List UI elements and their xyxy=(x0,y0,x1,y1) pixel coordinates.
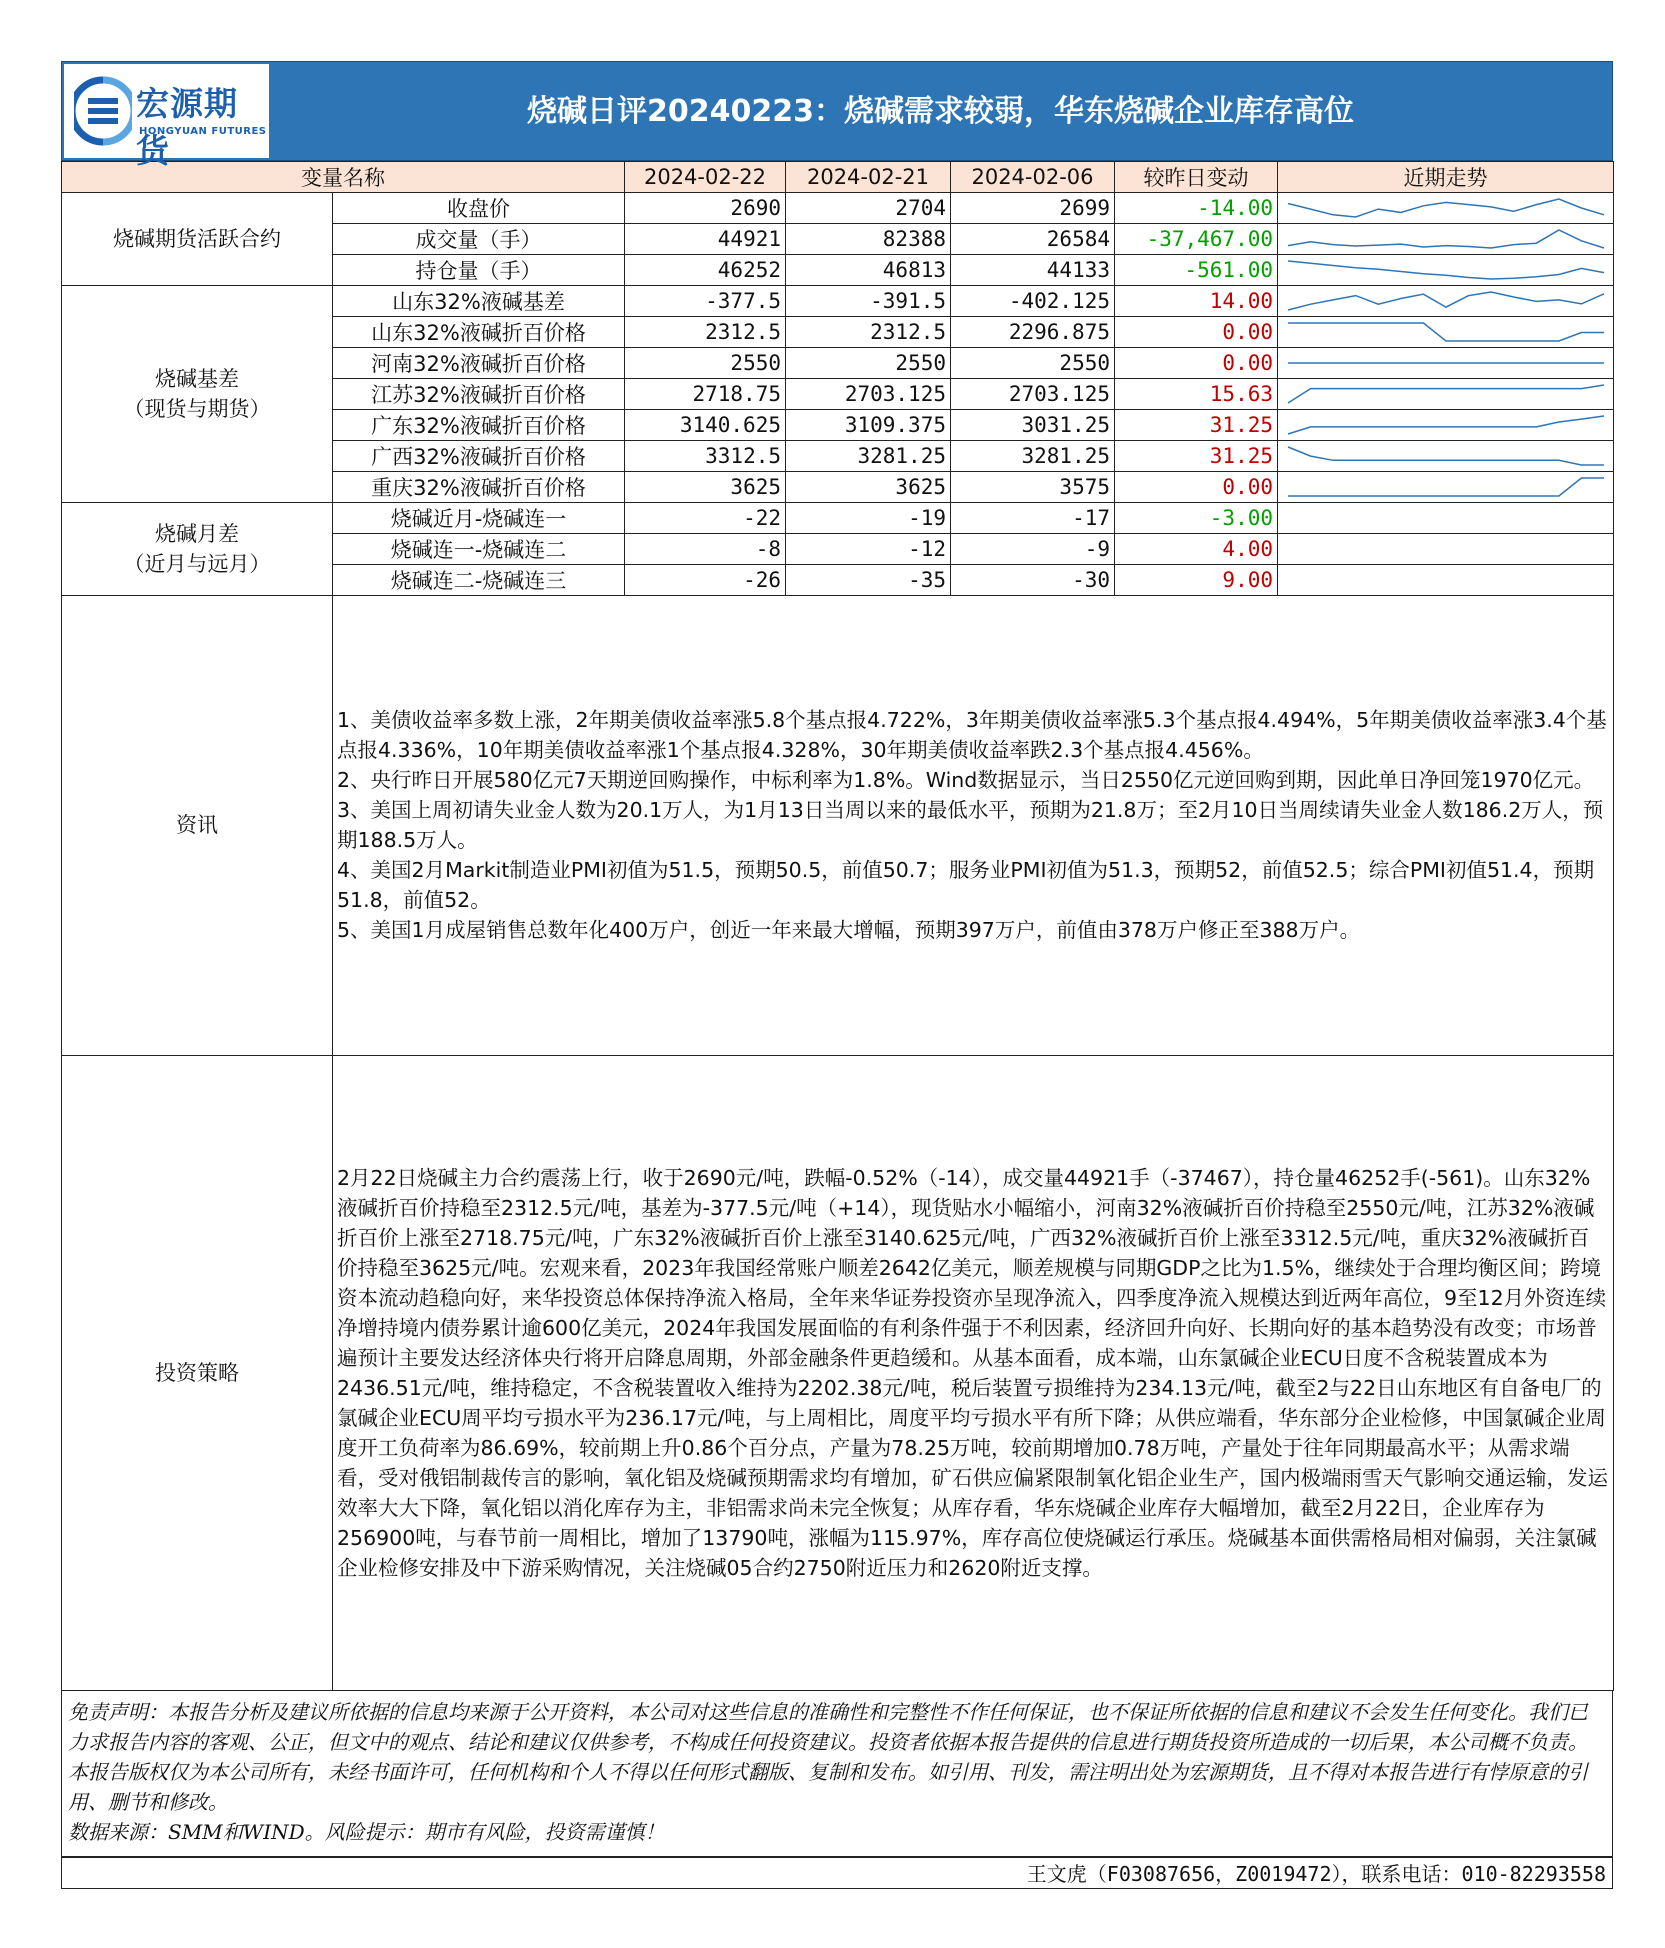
report-header xyxy=(61,61,1613,170)
table-row xyxy=(62,286,1614,317)
variable-name: 烧碱连一-烧碱连二 xyxy=(333,534,625,565)
table-row xyxy=(62,193,1614,224)
variable-name: 山东32%液碱折百价格 xyxy=(333,317,625,348)
group-label xyxy=(62,193,333,286)
column-header-date3: 2024-02-06 xyxy=(951,162,1115,193)
value-date3: 2296.875 xyxy=(951,317,1115,348)
daily-change: 14.00 xyxy=(1115,286,1278,317)
trend-line xyxy=(1288,261,1604,279)
group-label xyxy=(62,503,333,596)
disclaimer-text: 免责声明：本报告分析及建议所依据的信息均来源于公开资料，本公司对这些信息的准确性和完整性不作任何保证，也不保证所依据的信息和建议不会发生任何变化。我们已力求报告内容的客观、公正，但文中的观点、结论和建议仅供参考，不构成任何投资建议。投资者依据本报告提供的信息进行期货投资所造成的一切后果，本公司概不负责。本报告版权仅为本公司所有，未经书面许可，任何机构和个人不得以任何形式翻版、复制和发布。如引用、刊发，需注明出处为宏源期货，且不得对本报告进行有悖原意的引用、删节和修改。 xyxy=(68,1699,1588,1814)
group-label-sub: （现货与期货） xyxy=(123,397,271,421)
strategy-label: 投资策略 xyxy=(62,1055,333,1690)
table-row xyxy=(62,503,1614,534)
value-date1: 44921 xyxy=(625,224,786,255)
value-date2: 2312.5 xyxy=(786,317,951,348)
strategy-content: 2月22日烧碱主力合约震荡上行，收于2690元/吨，跌幅-0.52%（-14），成交量44921手（-37467），持仓量46252手(-561)。山东32%液碱折百价持稳至2312.5元/吨，基差为-377.5元/吨（+14），现货贴水小幅缩小，河南32%液碱折百价持稳至2550元/吨，江苏32%液碱折百价上涨至2718.75元/吨，广东32%液碱折百价上涨至3140.625元/吨，广西32%液碱折百价上涨至3312.5元/吨，重庆32%液碱折百价持稳至3625元/吨。宏观来看，2023年我国经常账户顺差2642亿美元，顺差规模与同期GDP之比为1.5%，继续处于合理均衡区间；跨境资本流动趋稳向好，来华投资总体保持净流入格局，全年来华证券投资亦呈现净流入，四季度净流入规模达到近两年高位，9至12月外资连续净增持境内债券累计逾600亿美元，2024年我国发展面临的有利条件强于不利因素，经济回升向好、长期向好的基本趋势没有改变；市场普遍预计主要发达经济体央行将开启降息周期，外部金融条件更趋缓和。从基本面看，成本端，山东氯碱企业ECU日度不含税装置成本为2436.51元/吨，维持稳定，不含税装置收入维持为2202.38元/吨，税后装置亏损维持为234.13元/吨，截至2与22日山东地区有自备电厂的氯碱企业ECU周平均亏损水平为236.17元/吨，与上周相比，周度平均亏损水平有所下降；从供应端看，华东部分企业检修，中国氯碱企业周度开工负荷率为86.69%，较前期上升0.86个百分点，产量为78.25万吨，较前期增加0.78万吨，产量处于往年同期最高水平；从需求端看，受对俄铝制裁传言的影响，氧化铝及烧碱预期需求均有增加，矿石供应偏紧限制氧化铝企业生产，国内极端雨雪天气影响交通运输，发运效率大大下降，氧化铝以消化库存为主，非铝需求尚未完全恢复；从库存看，华东烧碱企业库存大幅增加，截至2月22日，企业库存为256900吨，与春节前一周相比，增加了13790吨，涨幅为115.97%，库存高位使烧碱运行承压。烧碱基本面供需格局相对偏弱，关注氯碱企业检修安排及中下游采购情况，关注烧碱05合约2750附近压力和2620附近支撑。 xyxy=(333,1055,1614,1690)
value-date2: 82388 xyxy=(786,224,951,255)
table-header-row xyxy=(62,162,1614,193)
variable-name: 山东32%液碱基差 xyxy=(333,286,625,317)
daily-change: -3.00 xyxy=(1115,503,1278,534)
variable-name: 持仓量（手） xyxy=(333,255,625,286)
value-date1: -377.5 xyxy=(625,286,786,317)
news-item: 5、美国1月成屋销售总数年化400万户，创近一年来最大增幅，预期397万户，前值由378万户修正至388万户。 xyxy=(337,918,1361,943)
trend-sparkline xyxy=(1278,503,1614,534)
news-content xyxy=(333,596,1614,1055)
news-row xyxy=(62,596,1614,1055)
value-date2: 2550 xyxy=(786,348,951,379)
trend-sparkline xyxy=(1278,534,1614,565)
variable-name: 江苏32%液碱折百价格 xyxy=(333,379,625,410)
trend-sparkline xyxy=(1278,224,1614,255)
value-date1: -26 xyxy=(625,565,786,596)
variable-name: 重庆32%液碱折百价格 xyxy=(333,472,625,503)
daily-change: 9.00 xyxy=(1115,565,1278,596)
trend-line xyxy=(1288,416,1604,434)
value-date2: -12 xyxy=(786,534,951,565)
value-date3: 3031.25 xyxy=(951,410,1115,441)
trend-line xyxy=(1288,323,1604,341)
group-label-main: 烧碱月差 xyxy=(155,522,239,546)
column-header-date2: 2024-02-21 xyxy=(786,162,951,193)
value-date2: 3625 xyxy=(786,472,951,503)
value-date1: 3625 xyxy=(625,472,786,503)
company-logo xyxy=(64,64,269,170)
data-table xyxy=(61,161,1614,596)
variable-name: 广西32%液碱折百价格 xyxy=(333,441,625,472)
value-date3: -17 xyxy=(951,503,1115,534)
value-date2: -391.5 xyxy=(786,286,951,317)
daily-change: 4.00 xyxy=(1115,534,1278,565)
column-header-change: 较昨日变动 xyxy=(1115,162,1278,193)
trend-line xyxy=(1288,292,1604,310)
value-date3: 44133 xyxy=(951,255,1115,286)
value-date3: 2550 xyxy=(951,348,1115,379)
value-date1: 2690 xyxy=(625,193,786,224)
strategy-row xyxy=(62,1055,1614,1690)
trend-sparkline xyxy=(1278,565,1614,596)
value-date1: 2718.75 xyxy=(625,379,786,410)
trend-sparkline xyxy=(1278,193,1614,224)
data-source-note: 数据来源：SMM和WIND。风险提示：期市有风险，投资需谨慎！ xyxy=(68,1819,665,1844)
value-date3: 3575 xyxy=(951,472,1115,503)
trend-sparkline xyxy=(1278,441,1614,472)
trend-sparkline xyxy=(1278,472,1614,503)
trend-line xyxy=(1288,478,1604,496)
column-header-trend: 近期走势 xyxy=(1278,162,1614,193)
trend-sparkline xyxy=(1278,379,1614,410)
column-header-date1: 2024-02-22 xyxy=(625,162,786,193)
value-date1: -22 xyxy=(625,503,786,534)
value-date2: -35 xyxy=(786,565,951,596)
value-date2: -19 xyxy=(786,503,951,534)
value-date3: -30 xyxy=(951,565,1115,596)
text-section-table xyxy=(61,596,1614,1691)
logo-chinese-name: 宏源期货 xyxy=(136,84,238,170)
group-label xyxy=(62,286,333,503)
daily-change: -37,467.00 xyxy=(1115,224,1278,255)
trend-sparkline xyxy=(1278,255,1614,286)
value-date1: 2312.5 xyxy=(625,317,786,348)
group-label-sub: （近月与远月） xyxy=(123,552,271,576)
daily-change: -561.00 xyxy=(1115,255,1278,286)
group-label-main: 烧碱期货活跃合约 xyxy=(113,227,281,251)
logo-emblem-icon xyxy=(74,76,132,146)
daily-change: 31.25 xyxy=(1115,410,1278,441)
value-date1: -8 xyxy=(625,534,786,565)
disclaimer xyxy=(61,1691,1613,1857)
variable-name: 河南32%液碱折百价格 xyxy=(333,348,625,379)
value-date1: 2550 xyxy=(625,348,786,379)
logo-english-name: HONGYUAN FUTURES xyxy=(139,126,267,137)
trend-line xyxy=(1288,447,1604,465)
group-label-main: 烧碱基差 xyxy=(155,367,239,391)
value-date2: 2704 xyxy=(786,193,951,224)
value-date1: 3140.625 xyxy=(625,410,786,441)
value-date3: 3281.25 xyxy=(951,441,1115,472)
value-date3: 2703.125 xyxy=(951,379,1115,410)
value-date3: 2699 xyxy=(951,193,1115,224)
variable-name: 成交量（手） xyxy=(333,224,625,255)
value-date2: 46813 xyxy=(786,255,951,286)
daily-change: 31.25 xyxy=(1115,441,1278,472)
value-date2: 3281.25 xyxy=(786,441,951,472)
report-title: 烧碱日评20240223：烧碱需求较弱，华东烧碱企业库存高位 xyxy=(527,94,1354,129)
value-date1: 3312.5 xyxy=(625,441,786,472)
report xyxy=(61,61,1613,1889)
daily-change: 0.00 xyxy=(1115,472,1278,503)
trend-sparkline xyxy=(1278,317,1614,348)
trend-line xyxy=(1288,385,1604,403)
value-date3: 26584 xyxy=(951,224,1115,255)
variable-name: 收盘价 xyxy=(333,193,625,224)
value-date3: -9 xyxy=(951,534,1115,565)
news-item: 2、央行昨日开展580亿元7天期逆回购操作，中标利率为1.8%。Wind数据显示，当日2550亿元逆回购到期，因此单日净回笼1970亿元。 xyxy=(337,768,1595,793)
variable-name: 广东32%液碱折百价格 xyxy=(333,410,625,441)
news-item: 1、美债收益率多数上涨，2年期美债收益率涨5.8个基点报4.722%，3年期美债收益率涨5.3个基点报4.494%，5年期美债收益率涨3.4个基点报4.336%，10年期美债收益率涨1个基点报4.328%，30年期美债收益率跌2.3个基点报4.456%。 xyxy=(337,708,1607,763)
trend-line xyxy=(1288,199,1604,217)
trend-sparkline xyxy=(1278,286,1614,317)
variable-name: 烧碱近月-烧碱连一 xyxy=(333,503,625,534)
author-contact: 王文虎（F03087656，Z0019472），联系电话：010-82293558 xyxy=(61,1857,1613,1889)
news-item: 4、美国2月Markit制造业PMI初值为51.5，预期50.5，前值50.7；服务业PMI初值为51.3，预期52，前值52.5；综合PMI初值51.4，预期51.8，前值52。 xyxy=(337,858,1595,913)
daily-change: 0.00 xyxy=(1115,317,1278,348)
column-header-variable: 变量名称 xyxy=(62,162,625,193)
value-date3: -402.125 xyxy=(951,286,1115,317)
trend-sparkline xyxy=(1278,348,1614,379)
variable-name: 烧碱连二-烧碱连三 xyxy=(333,565,625,596)
value-date2: 3109.375 xyxy=(786,410,951,441)
news-item: 3、美国上周初请失业金人数为20.1万人，为1月13日当周以来的最低水平，预期为21.8万；至2月10日当周续请失业金人数186.2万人，预期188.5万人。 xyxy=(337,798,1604,853)
daily-change: 15.63 xyxy=(1115,379,1278,410)
daily-change: 0.00 xyxy=(1115,348,1278,379)
value-date1: 46252 xyxy=(625,255,786,286)
value-date2: 2703.125 xyxy=(786,379,951,410)
daily-change: -14.00 xyxy=(1115,193,1278,224)
trend-sparkline xyxy=(1278,410,1614,441)
news-label: 资讯 xyxy=(62,596,333,1055)
trend-line xyxy=(1288,230,1604,248)
